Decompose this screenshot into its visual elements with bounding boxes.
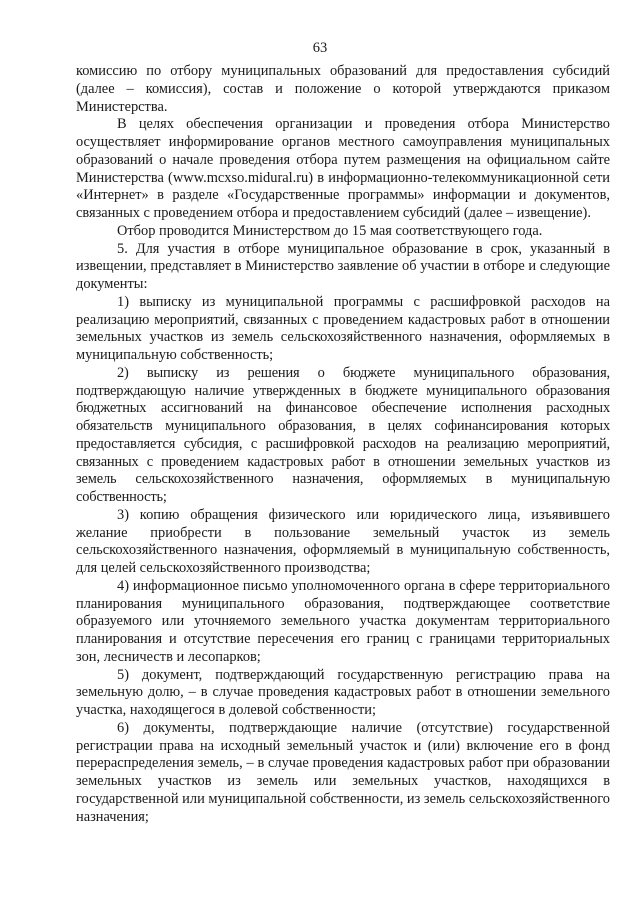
paragraph: комиссию по отбору муниципальных образований для предоставления субсидий (далее – комиссия), состав и положение о которой утверждаются приказом Министерства.	[76, 63, 610, 115]
list-item: 4) информационное письмо уполномоченного органа в сфере территориального планирования муниципального образования, подтверждающее соответствие образуемого или уточняемого земельного участка документам территориального планирования и отсутствие пересечения его границ с границами территориальных зон, лесничеств и лесопарков;	[76, 577, 610, 665]
paragraph: 5. Для участия в отборе муниципальное образование в срок, указанный в извещении, представляет в Министерство заявление об участии в отборе и следующие документы:	[76, 240, 610, 292]
paragraph: Отбор проводится Министерством до 15 мая соответствующего года.	[117, 222, 543, 239]
page-number: 63	[312, 40, 328, 56]
list-item: 6) документы, подтверждающие наличие (отсутствие) государственной регистрации права на исходный земельный участок и (или) включение его в фонд перераспределения земель, – в случае проведения кадастровых работ при образовании земельных участков из земель или земельных участков, находящихся в государственной или муниципальной собственности, из земель сельскохозяйственного назначения;	[76, 719, 610, 825]
list-item: 3) копию обращения физического или юридического лица, изъявившего желание приобрести в пользование земельный участок из земель сельскохозяйственного назначения, оформляемый в муниципальную собственность, для целей сельскохозяйственного производства;	[76, 506, 610, 576]
list-item: 1) выписку из муниципальной программы с расшифровкой расходов на реализацию мероприятий, связанных с проведением кадастровых работ в отношении земельных участков из земель сельскохозяйственного назначения, оформляемых в муниципальную собственность;	[76, 293, 610, 363]
list-item: 5) документ, подтверждающий государственную регистрацию права на земельную долю, – в случае проведения кадастровых работ в отношении земельного участка, находящегося в долевой собственности;	[76, 666, 610, 718]
document-body	[76, 63, 610, 826]
paragraph: В целях обеспечения организации и проведения отбора Министерство осуществляет информирование органов местного самоуправления муниципальных образований о начале проведения отбора путем размещения на официальном сайте Министерства (www.mcxso.midural.ru) в информационно-телекоммуникационной сети «Интернет» в разделе «Государственные программы» информации и документов, связанных с проведением отбора и предоставлением субсидий (далее – извещение).	[76, 116, 610, 221]
list-item: 2) выписку из решения о бюджете муниципального образования, подтверждающую наличие утвержденных в бюджете муниципального образования бюджетных ассигнований на финансовое обеспечение исполнения расходных обязательств муниципального образования, в целях софинансирования которых предоставляется субсидия, с расшифровкой расходов на реализацию мероприятий, связанных с проведением кадастровых работ в отношении земельных участков из земель сельскохозяйственного назначения, оформляемых в муниципальную собственность;	[76, 364, 610, 505]
